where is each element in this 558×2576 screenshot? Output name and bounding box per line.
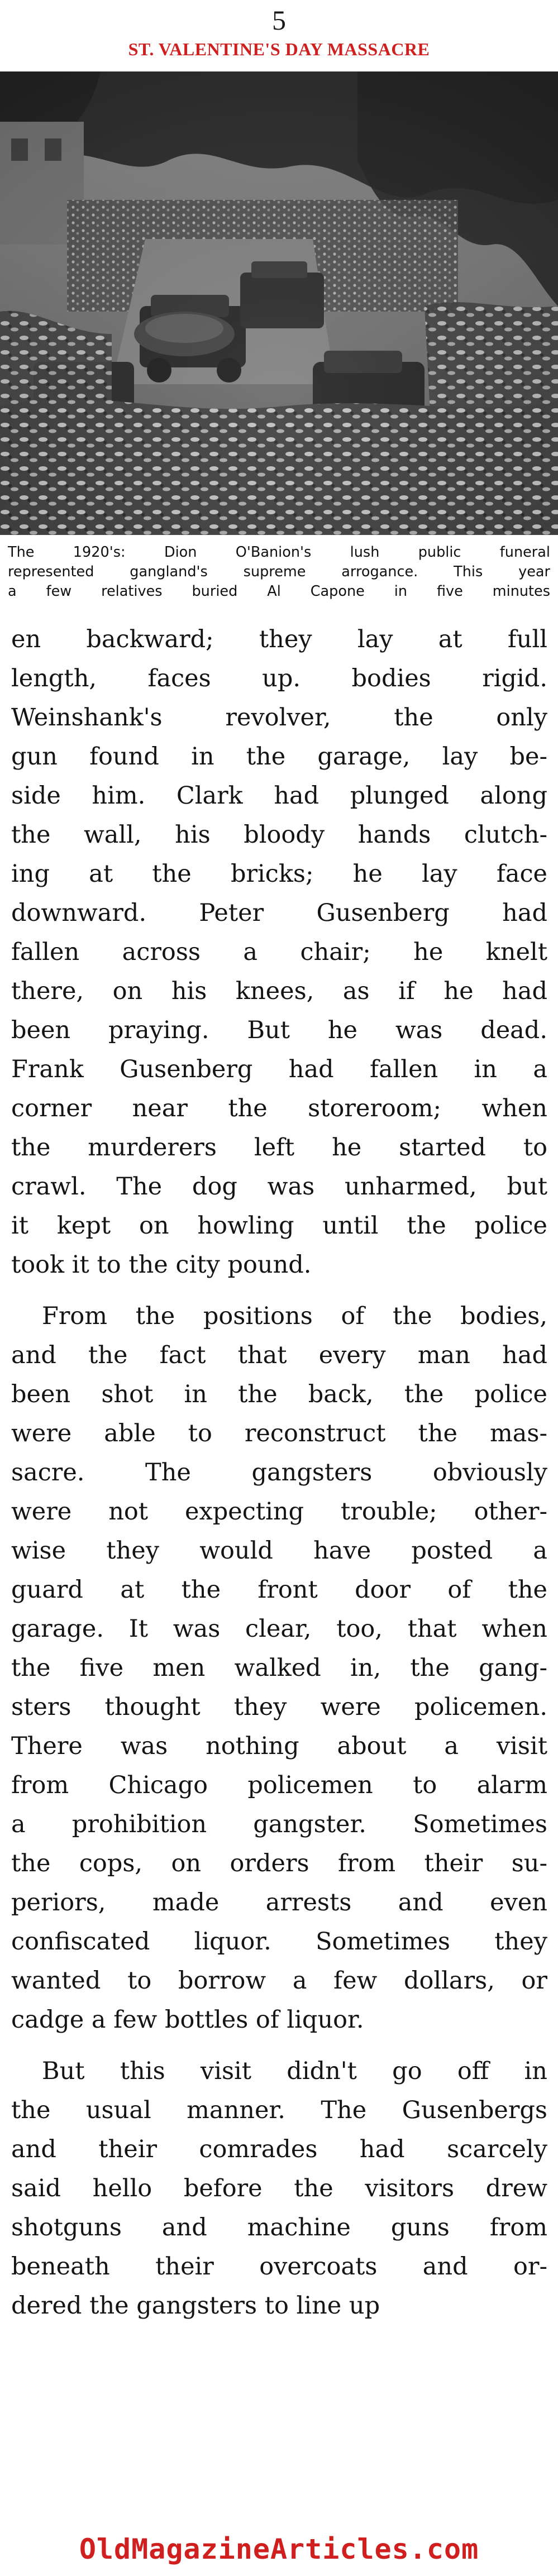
page-number: 5 xyxy=(272,4,286,36)
article-line: sters thought they were policemen. xyxy=(11,1693,547,1721)
article-line: length, faces up. bodies rigid. xyxy=(11,665,547,692)
article-line: en backward; they lay at full xyxy=(11,625,547,653)
article-line: the cops, on orders from their su- xyxy=(11,1849,547,1877)
caption-line: represented gangland's supreme arrogance. This year xyxy=(8,563,550,580)
funeral-photo xyxy=(0,71,558,535)
article-line: ing at the bricks; he lay face xyxy=(11,860,547,888)
article-line: were not expecting trouble; other- xyxy=(11,1498,547,1526)
article-paragraph xyxy=(11,2052,547,2325)
article-line: the wall, his bloody hands clutch- xyxy=(11,821,547,849)
article-line: the five men walked in, the gang- xyxy=(11,1654,547,1682)
article-line: corner near the storeroom; when xyxy=(11,1095,547,1122)
article-line: Weinshank's revolver, the only xyxy=(11,704,547,732)
article-paragraph xyxy=(11,620,547,1284)
section-title: ST. VALENTINE'S DAY MASSACRE xyxy=(128,39,430,59)
article-body xyxy=(11,620,547,2338)
article-line: garage. It was clear, too, that when xyxy=(11,1615,547,1643)
article-line: and their comrades had scarcely xyxy=(11,2135,547,2163)
article-line: the usual manner. The Gusenbergs xyxy=(11,2096,547,2124)
article-line: been shot in the back, the police xyxy=(11,1380,547,1408)
article-line: There was nothing about a visit xyxy=(11,1732,547,1760)
article-line: sacre. The gangsters obviously xyxy=(11,1459,547,1487)
article-line: shotguns and machine guns from xyxy=(11,2214,547,2242)
photo-caption xyxy=(8,543,550,601)
article-line: the murderers left he started to xyxy=(11,1134,547,1162)
article-line: crawl. The dog was unharmed, but xyxy=(11,1173,547,1201)
article-line: guard at the front door of the xyxy=(11,1576,547,1604)
article-line: side him. Clark had plunged along xyxy=(11,782,547,810)
article-line: been praying. But he was dead. xyxy=(11,1016,547,1044)
article-line: said hello before the visitors drew xyxy=(11,2174,547,2202)
article-line: periors, made arrests and even xyxy=(11,1889,547,1917)
article-line: there, on his knees, as if he had xyxy=(11,977,547,1005)
article-line: took it to the city pound. xyxy=(11,1251,312,1279)
caption-line: a few relatives buried Al Capone in five minutes xyxy=(8,583,550,600)
article-line: beneath their overcoats and or- xyxy=(11,2253,547,2281)
article-line: gun found in the garage, lay be- xyxy=(11,743,547,771)
article-line: From the positions of the bodies, xyxy=(42,1302,547,1330)
article-line: it kept on howling until the police xyxy=(11,1212,547,1240)
article-line: were able to reconstruct the mas- xyxy=(11,1420,547,1447)
article-line: and the fact that every man had xyxy=(11,1341,547,1369)
article-line: dered the gangsters to line up xyxy=(11,2292,380,2320)
article-line: wanted to borrow a few dollars, or xyxy=(11,1967,547,1995)
article-line: Frank Gusenberg had fallen in a xyxy=(11,1055,547,1083)
article-line: a prohibition gangster. Sometimes xyxy=(11,1810,547,1838)
article-paragraph xyxy=(11,1297,547,2039)
article-line: from Chicago policemen to alarm xyxy=(11,1771,547,1799)
article-line: wise they would have posted a xyxy=(11,1537,547,1565)
source-watermark: OldMagazineArticles.com xyxy=(79,2533,479,2565)
article-line: But this visit didn't go off in xyxy=(42,2057,547,2085)
crowd-funeral-photo-icon xyxy=(0,71,558,535)
article-line: confiscated liquor. Sometimes they xyxy=(11,1928,547,1956)
article-line: cadge a few bottles of liquor. xyxy=(11,2006,364,2034)
caption-line: The 1920's: Dion O'Banion's lush public funeral xyxy=(8,544,550,561)
article-line: downward. Peter Gusenberg had xyxy=(11,899,547,927)
article-line: fallen across a chair; he knelt xyxy=(11,938,547,966)
